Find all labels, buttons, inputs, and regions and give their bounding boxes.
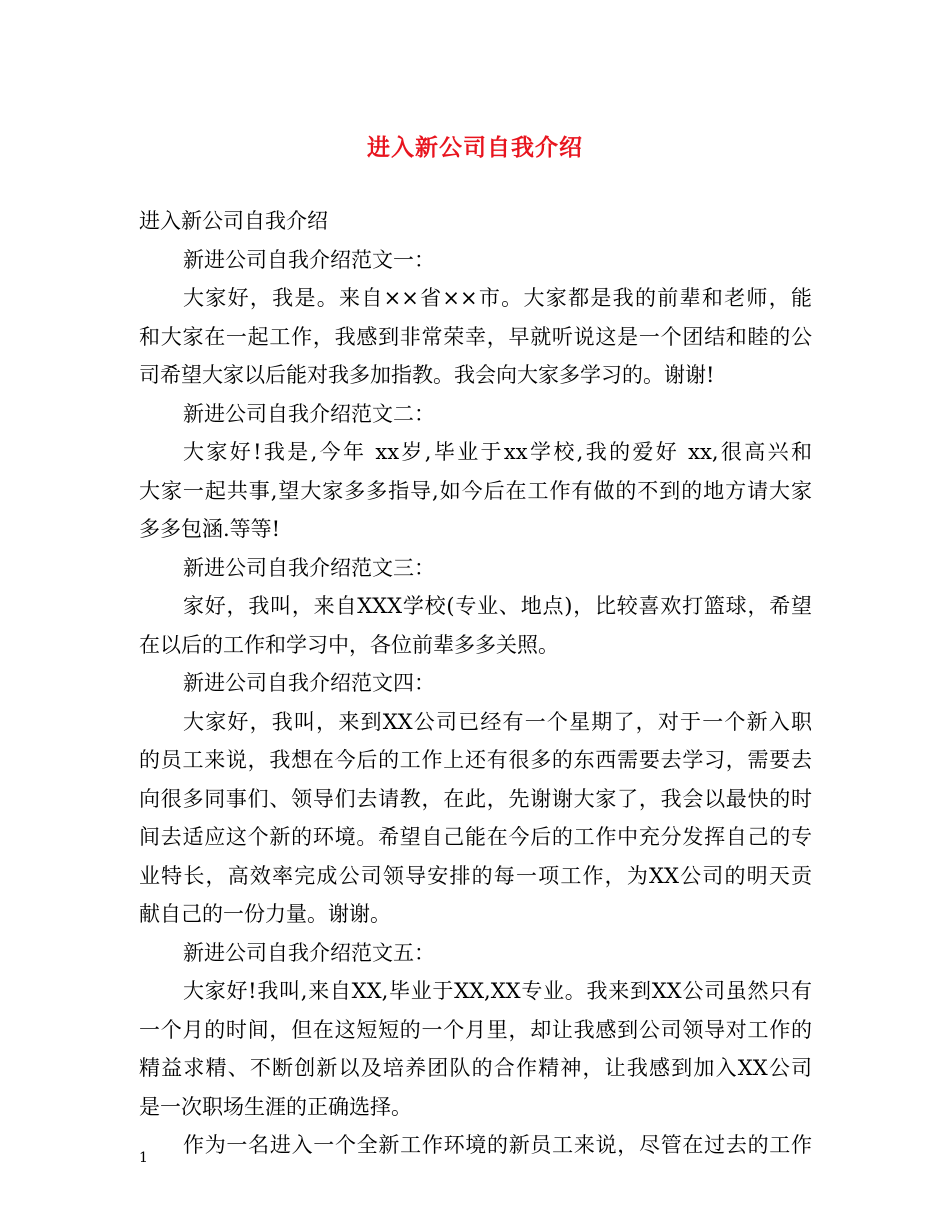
text-line: 新进公司自我介绍范文四： bbox=[183, 671, 435, 695]
text-line: 进入新公司自我介绍 bbox=[139, 209, 328, 233]
page-number: 1 bbox=[139, 1150, 148, 1166]
document-title: 进入新公司自我介绍 bbox=[367, 134, 583, 161]
text-line: 新进公司自我介绍范文五： bbox=[183, 940, 435, 965]
text-line: 向很多同事们、领导们去请教，在此，先谢谢大家了，我会以最快的时 bbox=[139, 786, 812, 811]
text-line: 间去适应这个新的环境。希望自己能在今后的工作中充分发挥自己的专 bbox=[139, 825, 812, 849]
text-line: 是一次职场生涯的正确选择。 bbox=[139, 1094, 412, 1119]
text-line: 的员工来说，我想在今后的工作上还有很多的东西需要去学习，需要去 bbox=[139, 748, 812, 772]
text-line: 新进公司自我介绍范文一： bbox=[183, 247, 435, 272]
text-line: 大家一起共事,望大家多多指导,如今后在工作有做的不到的地方请大家 bbox=[139, 478, 812, 503]
text-line: 司希望大家以后能对我多加指教。我会向大家多学习的。谢谢! bbox=[139, 363, 715, 387]
text-line: 精益求精、不断创新以及培养团队的合作精神，让我感到加入XX公司 bbox=[139, 1056, 812, 1080]
text-line: 新进公司自我介绍范文二： bbox=[183, 401, 435, 426]
text-line: 业特长，高效率完成公司领导安排的每一项工作，为XX公司的明天贡 bbox=[139, 863, 812, 888]
text-line: 多多包涵.等等! bbox=[139, 517, 281, 541]
text-line: 大家好!我叫,来自XX,毕业于XX,XX专业。我来到XX公司虽然只有 bbox=[183, 979, 812, 1003]
text-line: 新进公司自我介绍范文三： bbox=[183, 555, 435, 580]
document-body bbox=[139, 202, 812, 1165]
text-line: 献自己的一份力量。谢谢。 bbox=[139, 902, 391, 926]
text-line: 和大家在一起工作，我感到非常荣幸，早就听说这是一个团结和睦的公 bbox=[139, 324, 812, 349]
text-line: 家好，我叫，来自XXX学校(专业、地点)，比较喜欢打篮球，希望 bbox=[183, 594, 812, 618]
text-line: 作为一名进入一个全新工作环境的新员工来说，尽管在过去的工作 bbox=[183, 1133, 812, 1157]
text-line: 大家好，我是。来自××省××市。大家都是我的前辈和老师，能 bbox=[183, 286, 812, 310]
text-line: 大家好，我叫，来到XX公司已经有一个星期了，对于一个新入职 bbox=[183, 709, 812, 734]
text-line: 大家好!我是,今年 xx岁,毕业于xx学校,我的爱好 xx,很高兴和 bbox=[183, 440, 812, 464]
text-line: 在以后的工作和学习中，各位前辈多多关照。 bbox=[139, 632, 559, 657]
text-line: 一个月的时间，但在这短短的一个月里，却让我感到公司领导对工作的 bbox=[139, 1017, 812, 1042]
